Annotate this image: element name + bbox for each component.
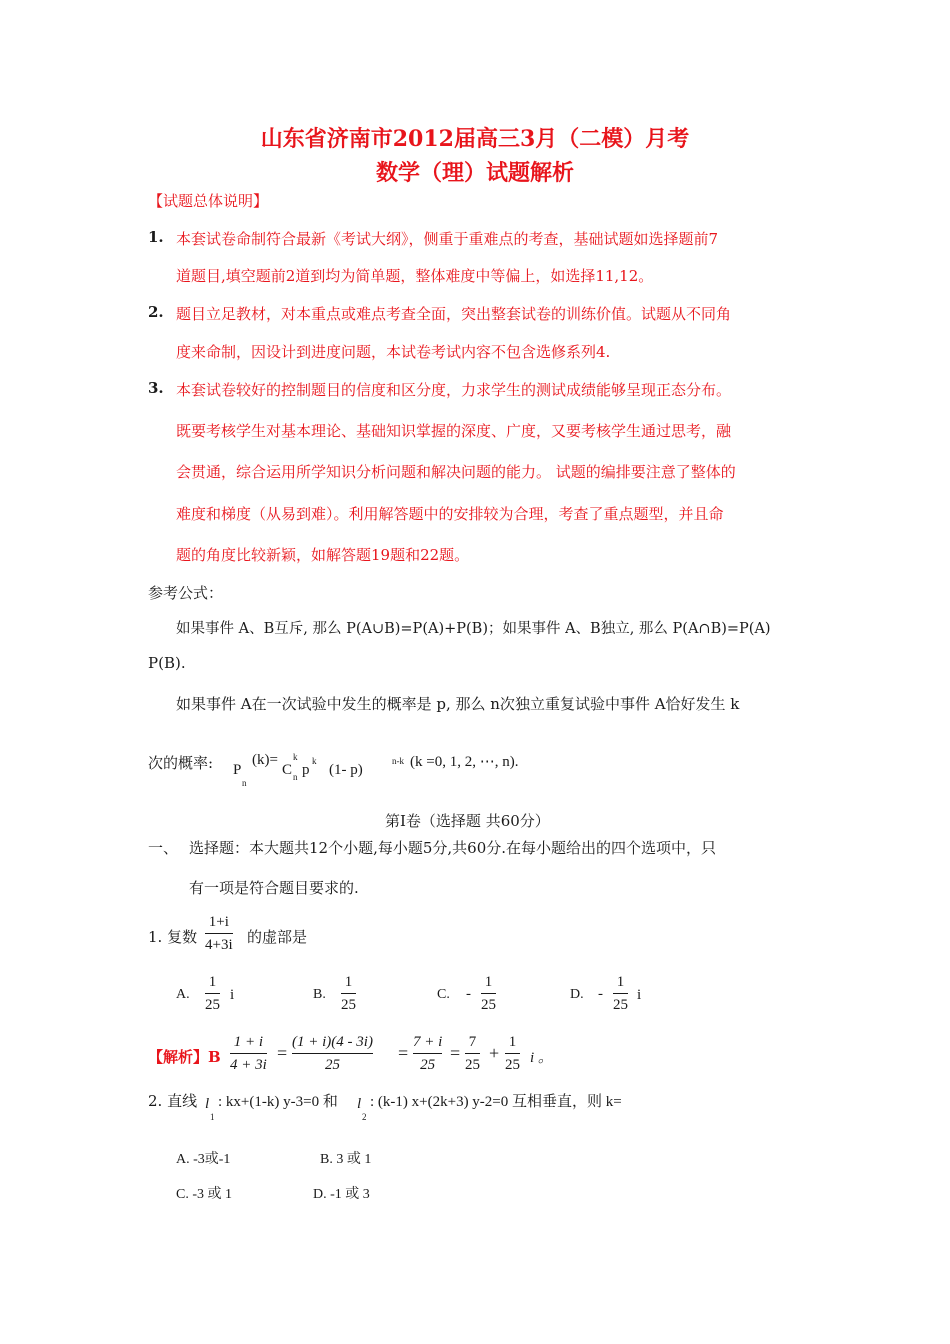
answer-fraction-4 (465, 1032, 480, 1075)
answer-equals-3: = (450, 1043, 461, 1063)
q1-option-b-fraction (341, 972, 356, 1015)
q2-option-b: B. 3 或 1 (320, 1152, 372, 1167)
part-desc-line-2: 有一项是符合题目要求的. (189, 879, 359, 897)
fraction-bar (505, 1053, 520, 1054)
fraction-bar (341, 993, 356, 994)
q1-suffix: 的虚部是 (247, 928, 308, 946)
q1-option-c-sign: - (466, 986, 471, 1002)
point-3-number: 3. (148, 379, 164, 397)
formula-C-sub: n (293, 772, 298, 782)
formula-C-sup: k (293, 752, 298, 762)
formula-p: p (302, 762, 310, 778)
option-a-denominator: 25 (205, 997, 220, 1013)
q2-label: 2. 直线 (148, 1092, 198, 1110)
doc-title-line1: 山东省济南市2012届高三3月（二模）月考 (260, 126, 690, 152)
q2-l2-sub: 2 (362, 1112, 367, 1122)
formula-exp: n-k (392, 756, 404, 766)
q1-option-d-label: D. (570, 987, 584, 1002)
answer-plus: + (489, 1043, 500, 1063)
answer-f5-denominator: 25 (505, 1057, 520, 1073)
formula-range: (k =0, 1, 2, ⋯, n). (410, 754, 519, 770)
point-3-line-2: 既要考核学生对基本理论、基础知识掌握的深度、广度，又要考核学生通过思考，融 (176, 422, 732, 440)
answer-tail-text: i 。 (530, 1050, 553, 1066)
answer-f1-denominator: 4 + 3i (230, 1057, 267, 1073)
q1-label: 1. 复数 (148, 928, 198, 946)
fraction-bar (413, 1053, 442, 1054)
answer-f4-numerator: 7 (468, 1034, 477, 1050)
answer-f5-numerator: 1 (508, 1034, 517, 1050)
point-3-line-1: 本套试卷较好的控制题目的信度和区分度，力求学生的测试成绩能够呈现正态分布。 (176, 381, 732, 399)
answer-equals-1: = (277, 1043, 288, 1063)
formula-k-paren: (k)= (252, 752, 278, 768)
q1-option-d-sign: - (598, 986, 603, 1002)
fraction-bar (613, 993, 628, 994)
q1-option-c-label: C. (437, 987, 450, 1002)
ref-line-3: 如果事件 A在一次试验中发生的概率是 p, 那么 n次独立重复试验中事件 A恰好发生 k (176, 695, 740, 713)
answer-fraction-3 (413, 1032, 442, 1075)
option-c-denominator: 25 (481, 997, 496, 1013)
fraction-bar (205, 933, 233, 934)
formula-one-minus: (1- p) (329, 762, 363, 778)
point-3-line-4: 难度和梯度（从易到难）。利用解答题中的安排较为合理，考查了重点题型，并且命 (176, 505, 724, 523)
q2-option-a: A. -3或-1 (176, 1152, 231, 1167)
q1-denominator: 4+3i (205, 937, 233, 953)
q2-l2: l (357, 1096, 362, 1112)
option-d-denominator: 25 (613, 997, 628, 1013)
q1-option-d-suffix: i (637, 987, 642, 1003)
option-a-numerator: 1 (208, 974, 217, 990)
ref-line-2: P(B). (148, 654, 186, 672)
fraction-bar (292, 1053, 373, 1054)
point-3-line-5: 题的角度比较新颖，如解答题19题和22题。 (176, 546, 470, 564)
q1-option-a-fraction (205, 972, 220, 1015)
fraction-bar (481, 993, 496, 994)
overview-heading: 【试题总体说明】 (148, 192, 269, 210)
formula-p-sup: k (312, 756, 317, 766)
answer-fraction-1 (230, 1032, 267, 1075)
point-2-line-2: 度来命制，因设计到进度问题，本试卷考试内容不包含选修系列4. (176, 343, 611, 361)
answer-f2-numerator: (1 + i)(4 - 3i) (292, 1034, 373, 1050)
doc-title-line2: 数学（理）试题解析 (375, 160, 574, 186)
option-b-numerator: 1 (344, 974, 353, 990)
formula-P: P (233, 762, 242, 778)
formula-C: C (282, 762, 293, 778)
q1-option-a-label: A. (176, 987, 190, 1002)
q2-l2-equation: : (k-1) x+(2k+3) y-2=0 互相垂直，则 k= (370, 1094, 622, 1110)
answer-f3-denominator: 25 (420, 1057, 436, 1073)
q1-numerator: 1+i (208, 914, 229, 930)
fraction-bar (465, 1053, 480, 1054)
q2-option-d: D. -1 或 3 (313, 1187, 370, 1202)
q1-fraction (205, 912, 233, 955)
q1-option-b-label: B. (313, 987, 326, 1002)
answer-f3-numerator: 7 + i (413, 1034, 443, 1050)
point-1-line-2: 道题目,填空题前2道到均为简单题，整体难度中等偏上，如选择11,12。 (176, 267, 654, 285)
point-2-number: 2. (148, 303, 164, 321)
q2-l1-equation: : kx+(1-k) y-3=0 和 (218, 1094, 338, 1110)
option-c-numerator: 1 (484, 974, 493, 990)
option-d-numerator: 1 (616, 974, 625, 990)
answer-f4-denominator: 25 (465, 1057, 480, 1073)
answer-fraction-5 (505, 1032, 520, 1075)
fraction-bar (205, 993, 220, 994)
answer-f1-numerator: 1 + i (233, 1034, 264, 1050)
q2-l1-sub: 1 (210, 1112, 215, 1122)
q1-option-a-suffix: i (230, 987, 235, 1003)
answer-f2-denominator: 25 (324, 1057, 340, 1073)
answer-fraction-2 (292, 1032, 373, 1075)
q1-option-c-fraction (481, 972, 496, 1015)
q2-l1: l (205, 1096, 210, 1112)
point-3-line-3: 会贯通，综合运用所学知识分析问题和解决问题的能力。 试题的编排要注意了整体的 (176, 463, 736, 481)
q2-option-c: C. -3 或 1 (176, 1187, 232, 1202)
fraction-bar (230, 1053, 267, 1054)
part-desc-line-1: 选择题：本大题共12个小题,每小题5分,共60分.在每小题给出的四个选项中，只 (189, 839, 717, 857)
answer-tail (530, 1046, 553, 1067)
answer-equals-2: = (398, 1043, 409, 1063)
point-2-line-1: 题目立足教材，对本重点或难点考查全面，突出整套试卷的训练价值。试题从不同角 (176, 305, 732, 323)
formula-P-sub: n (242, 778, 247, 788)
ref-line-4-prefix: 次的概率: (148, 754, 214, 772)
section-title: 第Ⅰ卷（选择题 共60分） (385, 812, 550, 830)
part-number: 一、 (148, 839, 179, 857)
q1-option-d-fraction (613, 972, 628, 1015)
option-b-denominator: 25 (341, 997, 356, 1013)
answer-label: 【解析】B (148, 1048, 221, 1066)
ref-label: 参考公式： (148, 584, 224, 602)
ref-line-1: 如果事件 A、B互斥, 那么 P(A∪B)=P(A)+P(B)；如果事件 A、B独立, 那么 P(A∩B)=P(A) (176, 621, 771, 637)
point-1-number: 1. (148, 228, 164, 246)
point-1-line-1: 本套试卷命制符合最新《考试大纲》，侧重于重难点的考查，基础试题如选择题前7 (176, 230, 719, 248)
